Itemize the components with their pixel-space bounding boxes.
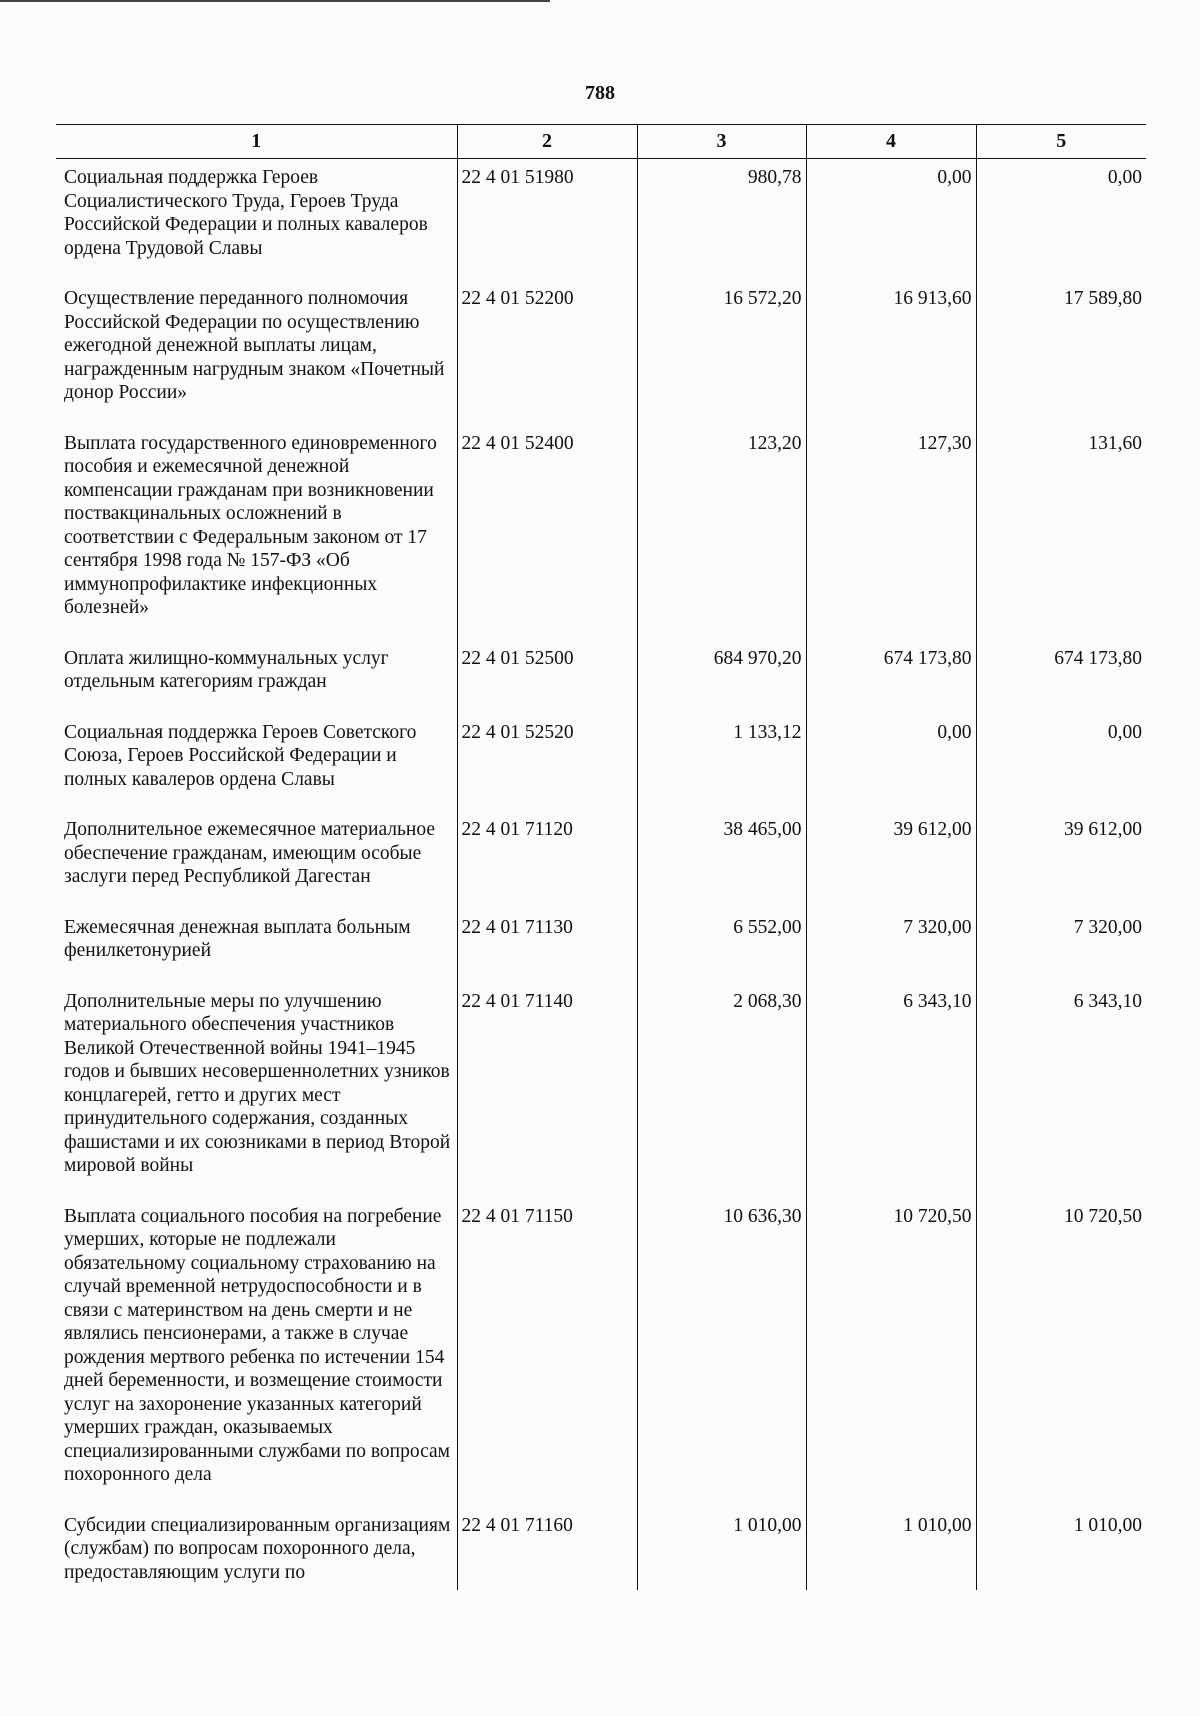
table-row <box>56 425 1146 640</box>
table-row <box>56 1198 1146 1507</box>
row-value-4: 7 320,00 <box>806 909 976 983</box>
row-value-4: 6 343,10 <box>806 983 976 1198</box>
row-value-3: 684 970,20 <box>637 640 806 714</box>
row-value-5: 7 320,00 <box>976 909 1146 983</box>
row-value-5: 131,60 <box>976 425 1146 640</box>
row-value-5: 39 612,00 <box>976 811 1146 909</box>
scan-edge-line <box>0 0 550 2</box>
budget-table <box>56 124 1146 1590</box>
row-code: 22 4 01 51980 <box>457 159 637 281</box>
row-code: 22 4 01 71160 <box>457 1507 637 1591</box>
row-value-5: 674 173,80 <box>976 640 1146 714</box>
row-value-4: 1 010,00 <box>806 1507 976 1591</box>
row-value-3: 980,78 <box>637 159 806 281</box>
row-code: 22 4 01 52500 <box>457 640 637 714</box>
table-row <box>56 811 1146 909</box>
table-row <box>56 159 1146 281</box>
row-name: Дополнительные меры по улучшению материального обеспечения участников Великой Отечественной войны 1941–1945 годов и бывших несовершеннолетних узников концлагерей, гетто и других мест принудительного содержания, созданных фашистами и их союзниками в период Второй мировой войны <box>64 990 451 1176</box>
row-code: 22 4 01 71120 <box>457 811 637 909</box>
row-name: Социальная поддержка Героев Советского Союза, Героев Российской Федерации и полных кавалеров ордена Славы <box>64 721 417 790</box>
row-name: Осуществление переданного полномочия Российской Федерации по осуществлению ежегодной денежной выплаты лицам, награжденным нагрудным знаком «Почетный донор России» <box>64 288 445 403</box>
row-value-3: 38 465,00 <box>637 811 806 909</box>
row-name: Ежемесячная денежная выплата больным фенилкетонурией <box>64 916 411 961</box>
table-row <box>56 983 1146 1198</box>
page-number: 788 <box>585 82 615 104</box>
table-row <box>56 640 1146 714</box>
column-header-5: 5 <box>976 125 1146 159</box>
row-value-4: 16 913,60 <box>806 280 976 425</box>
row-value-5: 17 589,80 <box>976 280 1146 425</box>
row-code: 22 4 01 71140 <box>457 983 637 1198</box>
row-value-3: 10 636,30 <box>637 1198 806 1507</box>
row-name: Оплата жилищно-коммунальных услуг отдельным категориям граждан <box>64 647 389 692</box>
row-name: Дополнительное ежемесячное материальное обеспечение гражданам, имеющим особые заслуги перед Республикой Дагестан <box>64 819 435 887</box>
row-value-3: 123,20 <box>637 425 806 640</box>
row-value-4: 674 173,80 <box>806 640 976 714</box>
table-row <box>56 1507 1146 1591</box>
table-row <box>56 909 1146 983</box>
row-value-5: 0,00 <box>976 714 1146 812</box>
row-value-3: 16 572,20 <box>637 280 806 425</box>
row-value-3: 2 068,30 <box>637 983 806 1198</box>
row-code: 22 4 01 71130 <box>457 909 637 983</box>
table-header-row <box>56 125 1146 159</box>
row-value-5: 6 343,10 <box>976 983 1146 1198</box>
row-name: Выплата государственного единовременного пособия и ежемесячной денежной компенсации гражданам при возникновении поствакцинальных осложнений в соответствии с Федеральным законом от 17 сентября 1998 года № 157-ФЗ «Об иммунопрофилактике инфекционных болезней» <box>64 432 437 618</box>
row-name: Выплата социального пособия на погребение умерших, которые не подлежали обязательному социальному страхованию на случай временной нетрудоспособности и в связи с материнством на день смерти и не являлись пенсионерами, а также в случае рождения мертвого ребенка по истечении 154 дней беременности, и возмещение стоимости услуг на захоронение указанных категорий умерших граждан, оказываемых специализированными службами по вопросам похоронного дела <box>64 1205 450 1485</box>
row-value-5: 1 010,00 <box>976 1507 1146 1591</box>
row-value-3: 1 010,00 <box>637 1507 806 1591</box>
row-code: 22 4 01 52200 <box>457 280 637 425</box>
row-value-3: 1 133,12 <box>637 714 806 812</box>
row-value-4: 0,00 <box>806 159 976 281</box>
row-value-5: 0,00 <box>976 159 1146 281</box>
row-value-5: 10 720,50 <box>976 1198 1146 1507</box>
column-header-1: 1 <box>56 125 457 159</box>
row-code: 22 4 01 71150 <box>457 1198 637 1507</box>
row-value-3: 6 552,00 <box>637 909 806 983</box>
column-header-3: 3 <box>637 125 806 159</box>
row-code: 22 4 01 52520 <box>457 714 637 812</box>
column-header-4: 4 <box>806 125 976 159</box>
column-header-2: 2 <box>457 125 637 159</box>
row-value-4: 127,30 <box>806 425 976 640</box>
row-name: Социальная поддержка Героев Социалистического Труда, Героев Труда Российской Федерации и полных кавалеров ордена Трудовой Славы <box>64 167 428 259</box>
row-code: 22 4 01 52400 <box>457 425 637 640</box>
table-row <box>56 714 1146 812</box>
table-row <box>56 280 1146 425</box>
row-value-4: 0,00 <box>806 714 976 812</box>
row-name: Субсидии специализированным организациям (службам) по вопросам похоронного дела, предоставляющим услуги по <box>64 1514 451 1583</box>
row-value-4: 39 612,00 <box>806 811 976 909</box>
row-value-4: 10 720,50 <box>806 1198 976 1507</box>
